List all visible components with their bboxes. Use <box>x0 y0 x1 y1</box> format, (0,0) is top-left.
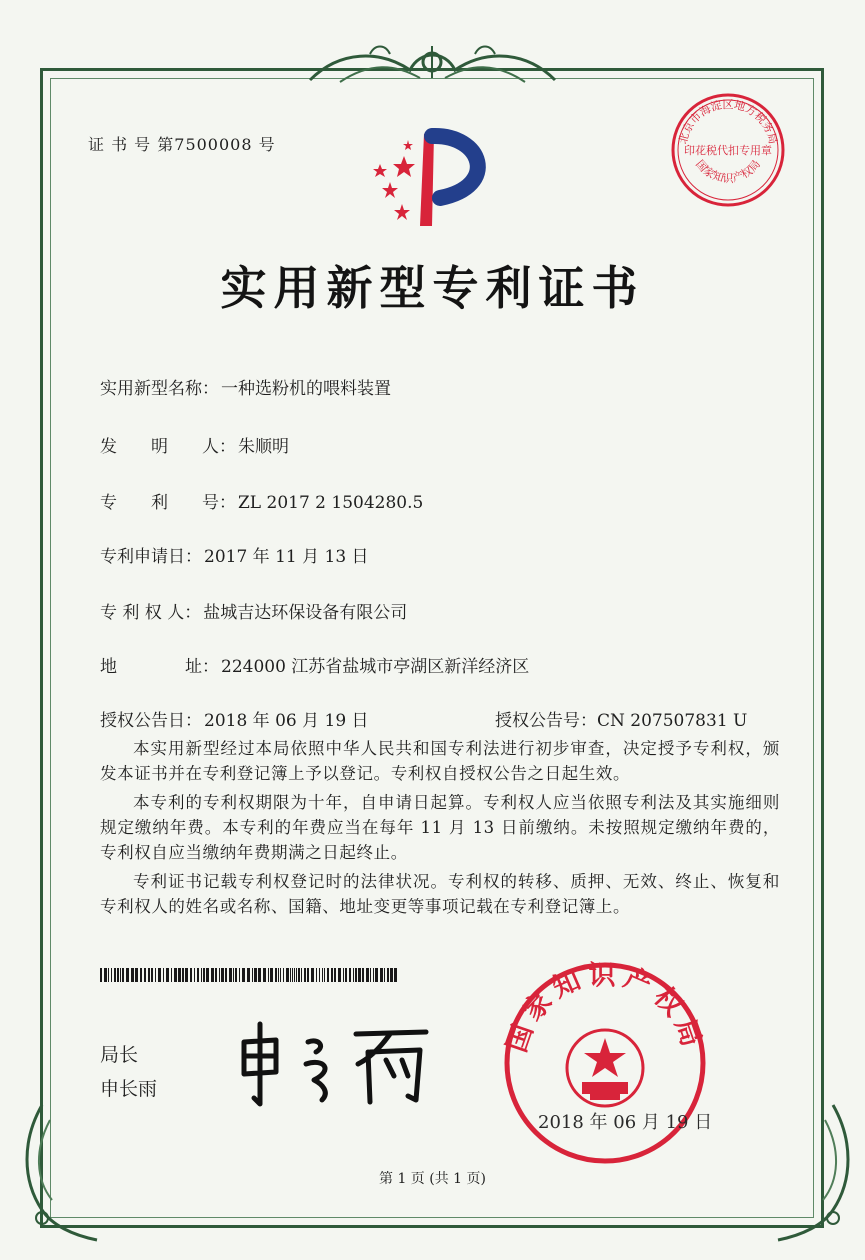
barcode-bar <box>140 968 142 982</box>
barcode-bar <box>275 968 277 982</box>
barcode-bar <box>239 968 240 982</box>
barcode-bar <box>380 968 383 982</box>
barcode-bar <box>324 968 325 982</box>
page-number: 第 1 页 (共 1 页) <box>379 1171 486 1187</box>
barcode-bar <box>163 968 164 982</box>
barcode-bar <box>131 968 134 982</box>
barcode-bar <box>190 968 192 982</box>
svg-text:印花税代扣专用章: 印花税代扣专用章 <box>684 144 772 157</box>
barcode-bar <box>182 968 184 982</box>
barcode-bar <box>201 968 202 982</box>
field-address: 地 址： 224000 江苏省盐城市亭湖区新洋经济区 <box>100 657 530 677</box>
barcode-bar <box>233 968 234 982</box>
barcode-bar <box>194 968 195 982</box>
barcode-bar <box>375 968 378 982</box>
barcode-bar <box>355 968 357 982</box>
barcode-bar <box>111 968 112 982</box>
barcode-bar <box>174 968 177 982</box>
barcode-bar <box>345 968 347 982</box>
barcode-bar <box>117 968 119 982</box>
barcode-bar <box>158 968 161 982</box>
barcode-bar <box>263 968 266 982</box>
barcode-bar <box>283 968 284 982</box>
barcode-bar <box>252 968 253 982</box>
barcode-bar <box>290 968 291 982</box>
body-paragraph: 本实用新型经过本局依照中华人民共和国专利法进行初步审查，决定授予专利权，颁发本证书并在专利登记簿上予以登记。专利权自授权公告之日起生效。 <box>100 739 780 783</box>
barcode-bar <box>353 968 354 982</box>
barcode-bar <box>387 968 389 982</box>
certificate-title: 实用新型专利证书 <box>220 261 645 315</box>
barcode-bar <box>301 968 302 982</box>
barcode-bar <box>304 968 306 982</box>
barcode-bar <box>338 968 341 982</box>
certificate-body <box>100 736 780 923</box>
barcode-bar <box>211 968 214 982</box>
seal-date: 2018 年 06 月 19 日 <box>538 1112 713 1133</box>
barcode-bar <box>296 968 297 982</box>
barcode-bar <box>373 968 374 982</box>
barcode-bar <box>270 968 273 982</box>
official-seal-stamp <box>500 958 713 1168</box>
barcode-bar <box>319 968 320 982</box>
barcode-bar <box>126 968 129 982</box>
barcode-bar <box>358 968 361 982</box>
barcode-bar <box>144 968 146 982</box>
body-paragraph: 专利证书记载专利权登记时的法律状况。专利权的转移、质押、无效、终止、恢复和专利权人的姓名或名称、国籍、地址变更等事项记载在专利登记簿上。 <box>100 872 780 916</box>
field-publication-number: 授权公告号：CN 207507831 U <box>495 711 748 731</box>
barcode-bar <box>334 968 336 982</box>
barcode-bar <box>370 968 371 982</box>
field-patentee: 专 利 权 人： 盐城吉达环保设备有限公司 <box>100 603 408 623</box>
director-signature <box>230 1012 440 1112</box>
barcode-bar <box>322 968 323 982</box>
barcode-bar <box>155 968 156 982</box>
barcode-bar <box>215 968 217 982</box>
barcode-bar <box>349 968 351 982</box>
barcode-bar <box>384 968 385 982</box>
barcode-bar <box>148 968 150 982</box>
barcode-bar <box>229 968 232 982</box>
barcode-bar <box>235 968 237 982</box>
svg-text:国家知识产权局: 国家知识产权局 <box>693 157 763 185</box>
barcode-bar <box>331 968 333 982</box>
tax-seal-stamp <box>668 90 788 210</box>
barcode-bar <box>206 968 209 982</box>
barcode-bar <box>108 968 109 982</box>
field-utility-model-name: 实用新型名称： 一种选粉机的喂料装置 <box>100 379 391 399</box>
barcode-bar <box>151 968 153 982</box>
barcode-bar <box>166 968 169 982</box>
barcode-bar <box>254 968 257 982</box>
barcode-bar <box>327 968 329 982</box>
barcode-bar <box>219 968 220 982</box>
barcode-bar <box>225 968 227 982</box>
barcode-bar <box>258 968 261 982</box>
barcode-bar <box>203 968 205 982</box>
barcode-bar <box>292 968 293 982</box>
svg-text:北京市海淀区地方税务局: 北京市海淀区地方税务局 <box>676 98 780 146</box>
barcode-bar <box>362 968 364 982</box>
barcode-bar <box>104 968 107 982</box>
barcode-bar <box>171 968 172 982</box>
barcode-bar <box>394 968 397 982</box>
field-patent-number: 专 利 号： ZL 2017 2 1504280.5 <box>100 493 424 513</box>
barcode-bar <box>294 968 295 982</box>
barcode-bar <box>343 968 344 982</box>
cnipa-logo-icon <box>362 126 502 236</box>
barcode-bar <box>247 968 250 982</box>
svg-text:国家知识产权局: 国家知识产权局 <box>501 960 709 1057</box>
barcode-bar <box>135 968 138 982</box>
top-ornament <box>300 40 565 92</box>
barcode-bar <box>197 968 199 982</box>
barcode-bar <box>221 968 224 982</box>
barcode-bar <box>268 968 269 982</box>
body-paragraph: 本专利的专利权期限为十年，自申请日起算。专利权人应当依照专利法及其实施细则规定缴纳年费。本专利的年费应当在每年 11 月 13 日前缴纳。未按照规定缴纳年费的，专利权自应当缴纳年费期满之日起终止。 <box>100 793 780 862</box>
barcode-bar <box>307 968 309 982</box>
barcode-bar <box>242 968 245 982</box>
barcode-bar <box>311 968 314 982</box>
barcode-bar <box>316 968 317 982</box>
barcode-bar <box>286 968 289 982</box>
field-inventor: 发 明 人： 朱顺明 <box>100 437 289 457</box>
barcode-bar <box>114 968 116 982</box>
barcode <box>100 968 400 982</box>
barcode-bar <box>278 968 279 982</box>
field-grant-date: 授权公告日： 2018 年 06 月 19 日 <box>100 711 369 731</box>
barcode-bar <box>366 968 369 982</box>
barcode-bar <box>280 968 281 982</box>
director-block <box>100 1038 157 1106</box>
barcode-bar <box>122 968 124 982</box>
field-application-date: 专利申请日： 2017 年 11 月 13 日 <box>100 547 369 567</box>
barcode-bar <box>390 968 393 982</box>
barcode-bar <box>120 968 121 982</box>
barcode-bar <box>185 968 188 982</box>
barcode-bar <box>100 968 102 982</box>
director-name: 申长雨 <box>100 1078 158 1100</box>
director-title: 局长 <box>100 1044 139 1066</box>
barcode-bar <box>298 968 300 982</box>
barcode-bar <box>178 968 181 982</box>
certificate-number: 证 书 号 第7500008 号 <box>88 135 276 154</box>
